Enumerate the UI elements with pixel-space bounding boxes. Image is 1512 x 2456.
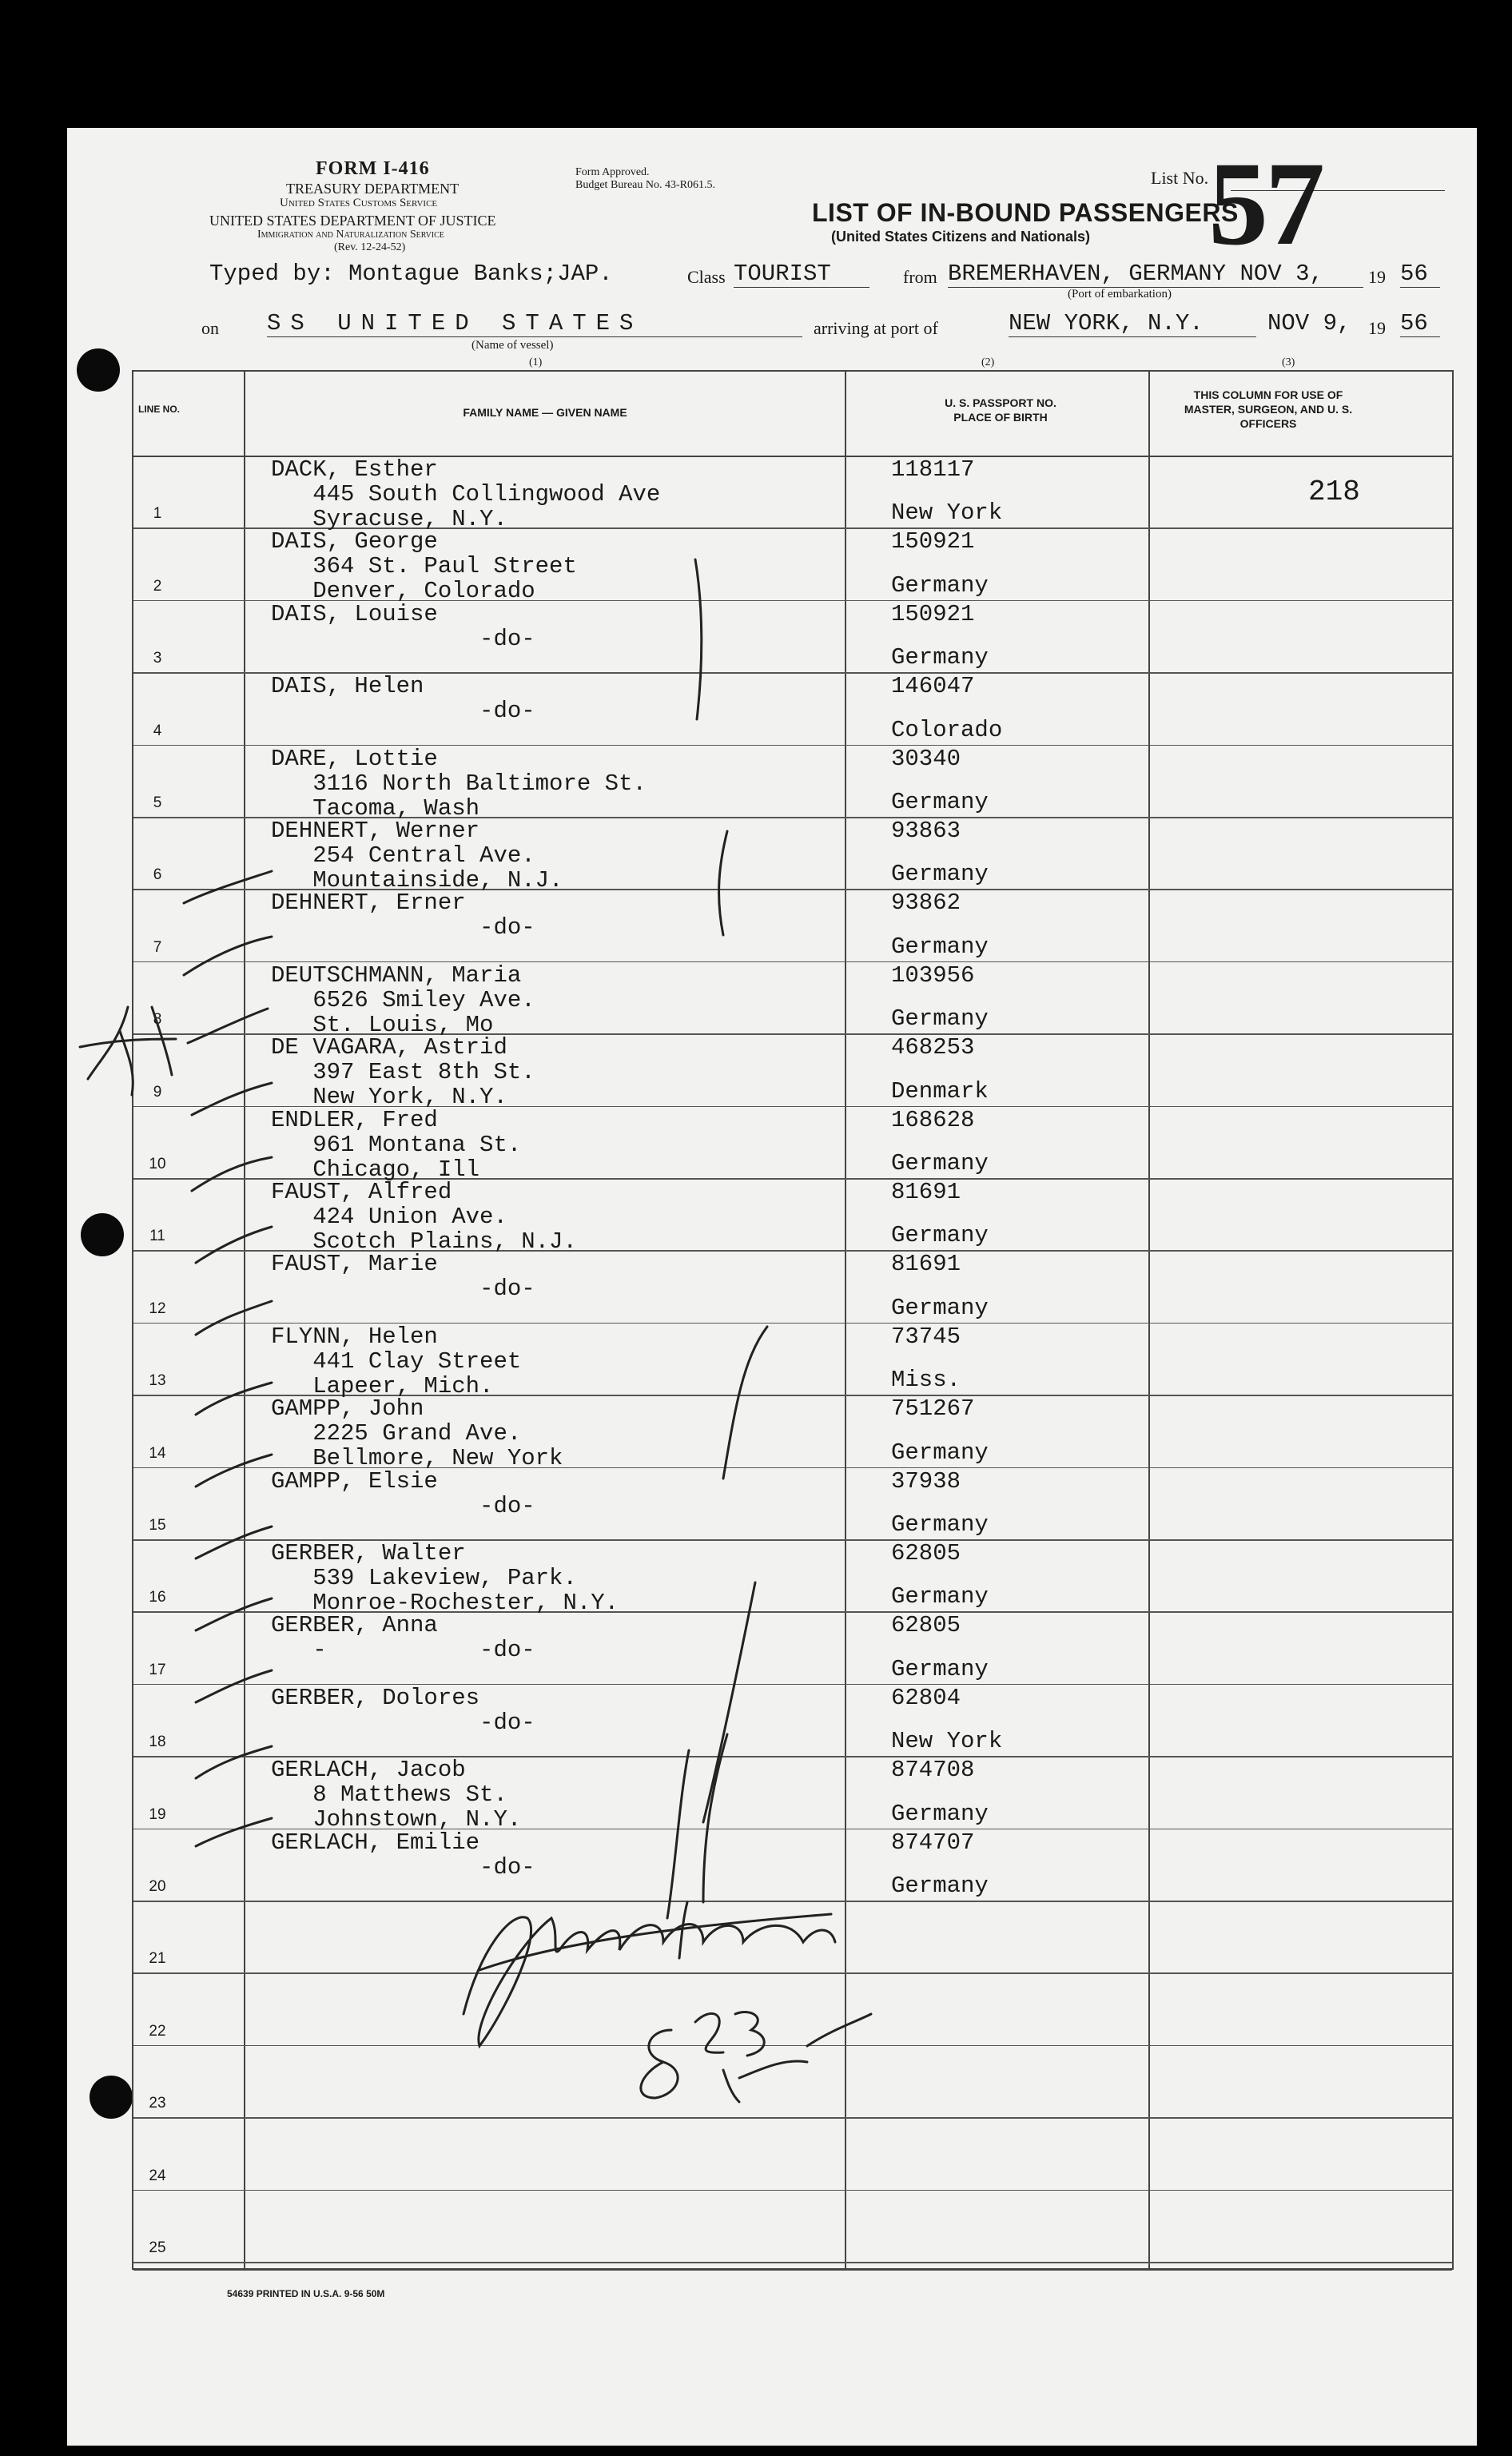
- place-of-birth: Germany: [891, 1149, 989, 1176]
- passport-number: 73745: [891, 1323, 961, 1350]
- line-number: 8: [153, 1011, 162, 1029]
- place-of-birth: Germany: [891, 1222, 989, 1249]
- dept-treasury-sub: United States Customs Service: [280, 197, 438, 209]
- line-number: 17: [149, 1661, 166, 1678]
- place-of-birth: Germany: [891, 1800, 989, 1827]
- passenger-name-address: GERBER, Anna - -do-: [271, 1612, 535, 1664]
- line-number: 15: [149, 1516, 166, 1534]
- line-number: 24: [149, 2167, 166, 2184]
- arriving-label: arriving at port of: [814, 318, 938, 338]
- document-title: LIST OF IN-BOUND PASSENGERS: [812, 198, 1239, 227]
- tick-mark: [196, 1818, 272, 1846]
- check-mark: [703, 1582, 755, 1822]
- place-of-birth: Colorado: [891, 716, 1003, 743]
- passenger-name-address: DEHNERT, Werner 254 Central Ave. Mountainside, N.J.: [271, 818, 563, 894]
- form-revision: (Rev. 12-24-52): [334, 241, 406, 253]
- embarkation-year: 56: [1400, 261, 1440, 288]
- dept-justice: UNITED STATES DEPARTMENT OF JUSTICE: [209, 213, 496, 229]
- class-label: Class: [687, 267, 726, 287]
- column-number-3: (3): [1282, 356, 1295, 368]
- tick-mark: [196, 1455, 272, 1487]
- passport-number: 150921: [891, 600, 975, 627]
- passport-number: 62804: [891, 1684, 961, 1711]
- passport-number: 150921: [891, 528, 975, 555]
- margin-scribble: [80, 1007, 176, 1095]
- tick-mark: [196, 1746, 272, 1778]
- passport-number: 62805: [891, 1612, 961, 1639]
- line-number: 18: [149, 1734, 166, 1751]
- place-of-birth: Germany: [891, 1583, 989, 1610]
- place-of-birth: Germany: [891, 1511, 989, 1538]
- passport-number: 168628: [891, 1106, 975, 1133]
- tick-mark: [196, 1383, 272, 1415]
- line-number: 19: [149, 1805, 166, 1823]
- place-of-birth: Germany: [891, 933, 989, 960]
- column-number-1: (1): [529, 356, 543, 368]
- header-passport: U. S. PASSPORT NO. PLACE OF BIRTH: [945, 396, 1056, 424]
- passenger-name-address: FAUST, Alfred 424 Union Ave. Scotch Plains, N.J.: [271, 1179, 577, 1255]
- port-caption: (Port of embarkation): [1068, 288, 1172, 301]
- tick-mark: [196, 1670, 272, 1702]
- line-number: 13: [149, 1372, 166, 1390]
- place-of-birth: New York: [891, 1728, 1003, 1755]
- year-prefix: 19: [1368, 318, 1386, 338]
- vessel-name: SS UNITED STATES: [267, 310, 802, 337]
- passenger-name-address: FAUST, Marie -do-: [271, 1251, 535, 1303]
- line-number: 14: [149, 1444, 166, 1462]
- list-label: List No.: [1151, 168, 1209, 188]
- passport-number: 103956: [891, 961, 975, 989]
- passport-number: 146047: [891, 673, 975, 700]
- check-mark: [667, 1750, 689, 1918]
- passport-number: 93862: [891, 890, 961, 917]
- passport-number: 468253: [891, 1034, 975, 1061]
- line-number: 10: [149, 1155, 166, 1172]
- place-of-birth: Germany: [891, 1294, 989, 1321]
- passport-number: 81691: [891, 1179, 961, 1205]
- officer-note: 218: [1308, 476, 1360, 508]
- passenger-name-address: GERBER, Walter 539 Lakeview, Park. Monroe-Rochester, N.Y.: [271, 1540, 619, 1616]
- tick-mark: [192, 1083, 272, 1115]
- from-label: from: [903, 267, 937, 287]
- line-number: 21: [149, 1950, 166, 1968]
- passport-number: 62805: [891, 1540, 961, 1566]
- signature-underline: [479, 1914, 831, 1970]
- header-officers: THIS COLUMN FOR USE OF MASTER, SURGEON, AND U. S. OFFICERS: [1184, 388, 1353, 430]
- typed-by: Typed by: Montague Banks;JAP.: [209, 261, 613, 287]
- place-of-birth: Germany: [891, 571, 989, 599]
- tick-mark: [184, 937, 272, 975]
- vessel-caption: (Name of vessel): [472, 339, 554, 352]
- passport-number: 81691: [891, 1251, 961, 1278]
- budget-bureau: Budget Bureau No. 43-R061.5.: [575, 179, 715, 191]
- year-prefix: 19: [1368, 267, 1386, 287]
- line-number: 2: [153, 577, 162, 595]
- tick-mark: [196, 1527, 272, 1558]
- passenger-name-address: FLYNN, Helen 441 Clay Street Lapeer, Mich.: [271, 1323, 522, 1399]
- place-of-birth: Germany: [891, 861, 989, 888]
- passport-number: 751267: [891, 1395, 975, 1423]
- passport-number: 30340: [891, 745, 961, 772]
- line-number: 12: [149, 1300, 166, 1317]
- arrival-port: NEW YORK, N.Y.: [1009, 310, 1256, 337]
- line-number: 7: [153, 938, 162, 956]
- dept-treasury: TREASURY DEPARTMENT: [286, 181, 460, 197]
- place-of-birth: Germany: [891, 1872, 989, 1899]
- line-number: 23: [149, 2095, 166, 2112]
- line-number: 6: [153, 866, 162, 884]
- passenger-name-address: DE VAGARA, Astrid 397 East 8th St. New York, N.Y.: [271, 1034, 535, 1111]
- passenger-name-address: DACK, Esther 445 South Collingwood Ave Syracuse, N.Y.: [271, 456, 661, 532]
- tick-mark: [188, 1009, 268, 1043]
- passenger-name-address: GERLACH, Emilie -do-: [271, 1829, 535, 1881]
- place-of-birth: Germany: [891, 1439, 989, 1466]
- passenger-name-address: GAMPP, John 2225 Grand Ave. Bellmore, New York: [271, 1395, 563, 1472]
- line-number: 25: [149, 2239, 166, 2256]
- class-value: TOURIST: [734, 261, 869, 288]
- line-number: 16: [149, 1589, 166, 1606]
- document-subtitle: (United States Citizens and Nationals): [831, 229, 1091, 245]
- tick-mark: [196, 1301, 272, 1335]
- arrival-year: 56: [1400, 310, 1440, 337]
- passport-number: 37938: [891, 1467, 961, 1495]
- passenger-name-address: GAMPP, Elsie -do-: [271, 1467, 535, 1519]
- line-number: 4: [153, 722, 162, 739]
- place-of-birth: Germany: [891, 644, 989, 671]
- passenger-name-address: DAIS, Helen -do-: [271, 673, 535, 725]
- column-number-2: (2): [981, 356, 995, 368]
- place-of-birth: Germany: [891, 788, 989, 815]
- footer-print-code: 54639 PRINTED IN U.S.A. 9-56 50M: [227, 2288, 385, 2299]
- passenger-name-address: ENDLER, Fred 961 Montana St. Chicago, Ill: [271, 1106, 522, 1183]
- passport-number: 874708: [891, 1757, 975, 1784]
- line-number: 22: [149, 2022, 166, 2040]
- passport-number: 93863: [891, 818, 961, 844]
- signature: [464, 1917, 835, 2046]
- tick-mark: [196, 1598, 272, 1630]
- place-of-birth: Germany: [891, 1655, 989, 1682]
- tick-mark: [196, 1227, 272, 1263]
- passenger-name-address: DEHNERT, Erner -do-: [271, 890, 535, 941]
- line-number: 1: [153, 505, 162, 523]
- header-line-no: LINE NO.: [137, 404, 180, 415]
- passport-number: 874707: [891, 1829, 975, 1856]
- handwritten-time: [641, 2012, 871, 2102]
- passenger-name-address: GERLACH, Jacob 8 Matthews St. Johnstown, N.Y.: [271, 1757, 522, 1833]
- arrival-date: NOV 9,: [1267, 310, 1351, 336]
- line-number: 5: [153, 794, 162, 811]
- passenger-name-address: DAIS, Louise -do-: [271, 600, 535, 652]
- check-mark: [695, 559, 702, 719]
- header-name: FAMILY NAME — GIVEN NAME: [463, 406, 627, 419]
- passenger-name-address: DAIS, George 364 St. Paul Street Denver, Colorado: [271, 528, 577, 605]
- passenger-name-address: DEUTSCHMANN, Maria 6526 Smiley Ave. St. Louis, Mo: [271, 961, 535, 1038]
- passenger-name-address: DARE, Lottie 3116 North Baltimore St. Tacoma, Wash: [271, 745, 647, 822]
- form-number: FORM I-416: [316, 158, 430, 179]
- tick-mark: [192, 1157, 272, 1191]
- place-of-birth: Germany: [891, 1005, 989, 1033]
- line-number: 20: [149, 1877, 166, 1895]
- place-of-birth: New York: [891, 500, 1003, 527]
- passenger-name-address: GERBER, Dolores -do-: [271, 1684, 535, 1736]
- place-of-birth: Denmark: [891, 1077, 989, 1105]
- form-approved: Form Approved.: [575, 166, 650, 178]
- place-of-birth: Miss.: [891, 1367, 961, 1394]
- check-mark: [723, 1327, 767, 1479]
- list-number: 57: [1208, 137, 1322, 270]
- line-number: 11: [149, 1228, 165, 1245]
- passport-number: 118117: [891, 456, 975, 483]
- check-mark: [719, 831, 727, 935]
- line-number: 9: [153, 1083, 162, 1101]
- dept-justice-sub: Immigration and Naturalization Service: [257, 229, 444, 241]
- line-number: 3: [153, 650, 162, 667]
- on-label: on: [201, 318, 219, 338]
- embarkation-port: BREMERHAVEN, GERMANY NOV 3,: [948, 261, 1363, 288]
- tick-mark: [184, 871, 272, 903]
- check-mark: [703, 1734, 727, 1902]
